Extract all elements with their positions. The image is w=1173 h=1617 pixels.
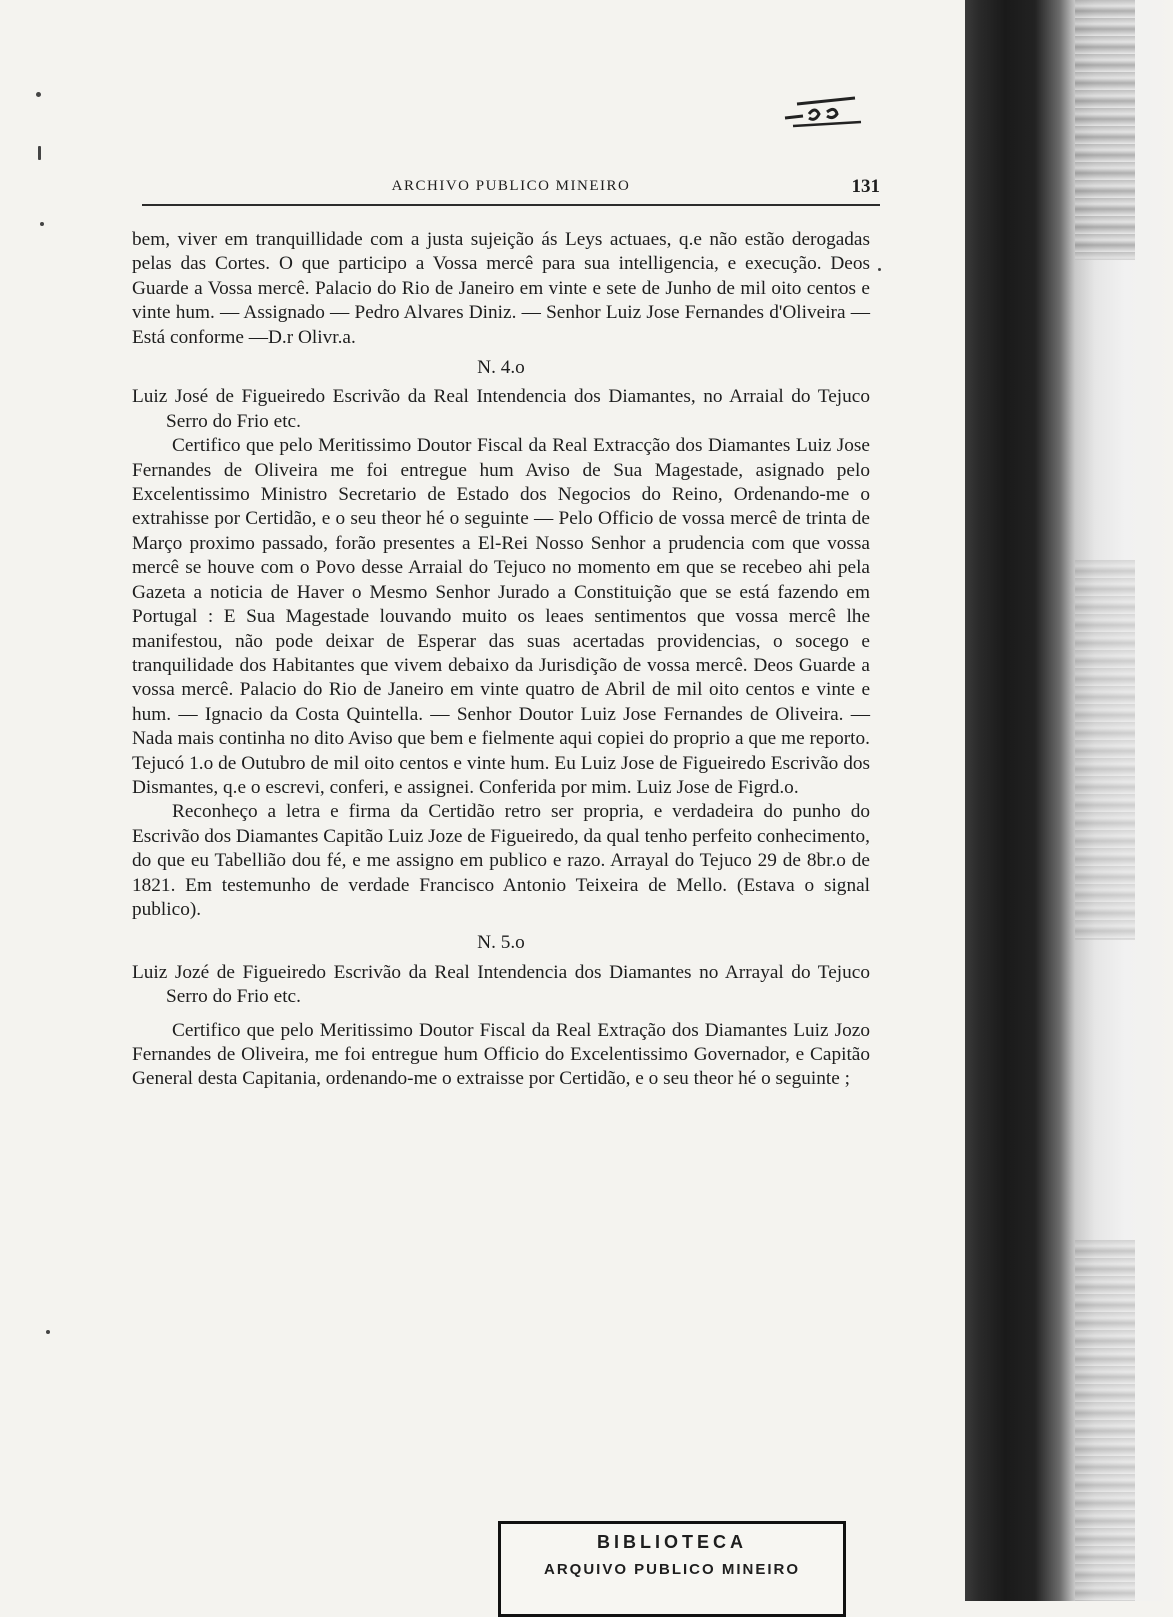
certificate-heading: Luiz Jozé de Figueiredo Escrivão da Real Intendencia dos Diamantes no Arrayal do Tejuco Serro do Frio etc. xyxy=(132,961,870,1008)
document-number: N. 5.o xyxy=(477,932,525,954)
scan-speck xyxy=(46,1330,50,1334)
certificate-heading: Luiz José de Figueiredo Escrivão da Real Intendencia dos Diamantes, no Arraial do Tejuco Serro do Frio etc. xyxy=(132,386,870,432)
scan-speck xyxy=(878,268,881,271)
scan-speck xyxy=(38,146,41,160)
scan-streak xyxy=(1075,560,1135,940)
scan-streak xyxy=(1075,1240,1135,1601)
document-number: N. 4.o xyxy=(477,357,525,379)
paragraph: Reconheço a letra e firma da Certidão retro ser propria, e verdadeira do punho do Escrivão dos Diamantes Capitão Luiz Joze de Figueiredo, da qual tenho perfeito conhecimento, do que eu Tabellião dou fé, e me assigno em publico e razo. Arrayal do Tejuco 29 de 8br.o de 1821. Em testemunho de verdade Francisco Antonio Teixeira de Mello. (Estava o signal publico). xyxy=(132,801,870,920)
paragraph: Certifico que pelo Meritissimo Doutor Fiscal da Real Extracção dos Diamantes Luiz Jose Fernandes de Oliveira me foi entregue hum Aviso de Sua Magestade, asignado pelo Excelentissimo Ministro Secretario de Estado dos Negocios do Reino, Ordenando-me o extrahisse por Certidão, e o seu theor hé o seguinte — Pelo Officio de vossa mercê de trinta de Março proximo passado, forão presentes a El-Rei Nosso Senhor a prudencia com que vossa mercê se houve com o Povo desse Arraial do Tejuco no momento em que se recebeo ahi pela Gazeta a noticia de Haver o Mesmo Senhor Jurado a Constituição que se está fazendo em Portugal : E Sua Magestade louvando muito os leaes sentimentos que vossa mercê lhe manifestou, não pode deixar de Esperar das suas acertadas providencias, o socego e tranquilidade dos Habitantes que vivem debaixo da Jurisdição de vossa mercê. Deos Guarde a vossa mercê. Palacio do Rio de Janeiro em vinte quatro de Abril de mil oito centos e vinte e hum. — Ignacio da Costa Quintella. — Senhor Doutor Luiz Jose Fernandes de Oliveira. — Nada mais continha no dito Aviso que bem e fielmente aqui copiei do proprio a que me reporto. Tejucó 1.o de Outubro de mil oito centos e vinte hum. Eu Luiz Jose de Figueiredo Escrivão dos Dismantes, q.e o escrevi, conferi, e assignei. Conferida por mim. Luiz Jose de Figrd.o. xyxy=(132,435,870,798)
scan-speck xyxy=(40,222,44,226)
stamp-line-library: BIBLIOTECA xyxy=(597,1532,747,1552)
paragraph: Certifico que pelo Meritissimo Doutor Fiscal da Real Extração dos Diamantes Luiz Jozo Fernandes de Oliveira, me foi entregue hum Officio do Excelentissimo Governador, e Capitão General desta Capitania, ordenando-me o extraisse por Certidão, e o seu theor hé o seguinte ; xyxy=(132,1019,870,1090)
page-number: 131 xyxy=(851,176,880,197)
scan-binding-shadow xyxy=(965,0,1173,1601)
running-header xyxy=(142,176,880,206)
document-body xyxy=(132,228,870,1092)
paragraph-continuation: bem, viver em tranquillidade com a justa sujeição ás Leys actuaes, q.e não estão derogadas pelas das Cortes. O que participo a Vossa mercê para sua intelligencia, e execução. Deos Guarde a Vossa mercê. Palacio do Rio de Janeiro em vinte e sete de Junho de mil oito centos e vinte hum. — Assignado — Pedro Alvares Diniz. — Senhor Luiz Jose Fernandes d'Oliveira — Está conforme —D.r Olivr.a. xyxy=(132,229,870,348)
library-stamp xyxy=(498,1521,846,1617)
running-title: ARCHIVO PUBLICO MINEIRO xyxy=(391,178,631,194)
stamp-line-archive: ARQUIVO PUBLICO MINEIRO xyxy=(543,1561,800,1578)
scan-streak xyxy=(1075,0,1135,260)
scan-speck xyxy=(36,92,41,97)
handwritten-mark-icon xyxy=(775,92,875,132)
